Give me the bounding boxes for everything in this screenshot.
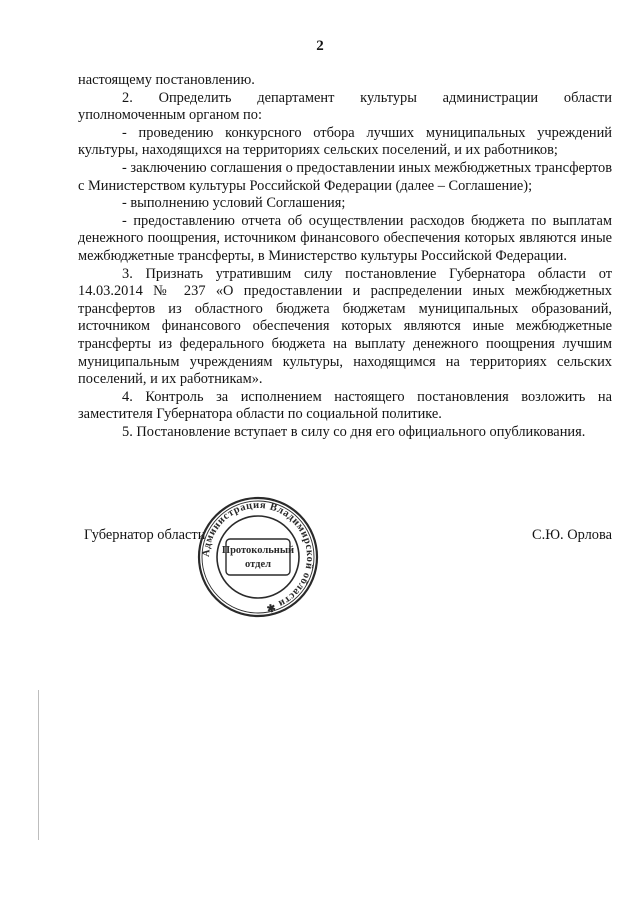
signatory-name: С.Ю. Орлова [532, 527, 612, 543]
list-item: - проведению конкурсного отбора лучших муниципальных учреждений культуры, находящихся на территориях сельских поселений, и их работников; [78, 124, 612, 159]
official-stamp [196, 495, 320, 619]
scan-edge-mark [38, 690, 39, 840]
paragraph-item-2: 2. Определить департамент культуры администрации области уполномоченным органом по: [78, 89, 612, 124]
list-item: - выполнению условий Соглашения; [122, 195, 346, 212]
paragraph-item-3: 3. Признать утратившим силу постановление Губернатора области от 14.03.2014 № 237 «О предоставлении и распределении иных межбюджетных трансфертов из областного бюджета бюджетам муниципальных образований, источником финансового обеспечения которых являются иные межбюджетные трансферты из федерального бюджета на выплату денежного поощрения лучшим муниципальным учреждениям культуры, находящимся на территориях сельских поселений, и их работникам». [78, 265, 612, 388]
signatory-title: Губернатор области [84, 527, 206, 543]
stamp-center-line-2: отдел [245, 559, 271, 570]
paragraph-item-4: 4. Контроль за исполнением настоящего постановления возложить на заместителя Губернатора области по социальной политике. [78, 388, 612, 423]
stamp-ring-text: Администрация Владимирской области ✱ [200, 499, 316, 614]
list-item: - заключению соглашения о предоставлении иных межбюджетных трансфертов с Министерством культуры Российской Федерации (далее – Соглашение); [78, 159, 612, 194]
paragraph-item-5: 5. Постановление вступает в силу со дня его официального опубликования. [122, 423, 586, 440]
stamp-center-line-1: Протокольный [221, 545, 295, 556]
list-item: - предоставлению отчета об осуществлении расходов бюджета по выплатам денежного поощрения, источником финансового обеспечения которых являются иные межбюджетные трансферты, в Министерство культуры Российской Федерации. [78, 212, 612, 264]
stamp-seal-icon [196, 495, 320, 619]
page-number: 2 [316, 38, 324, 54]
paragraph-continuation: настоящему постановлению. [78, 72, 255, 88]
document-body [78, 72, 612, 441]
